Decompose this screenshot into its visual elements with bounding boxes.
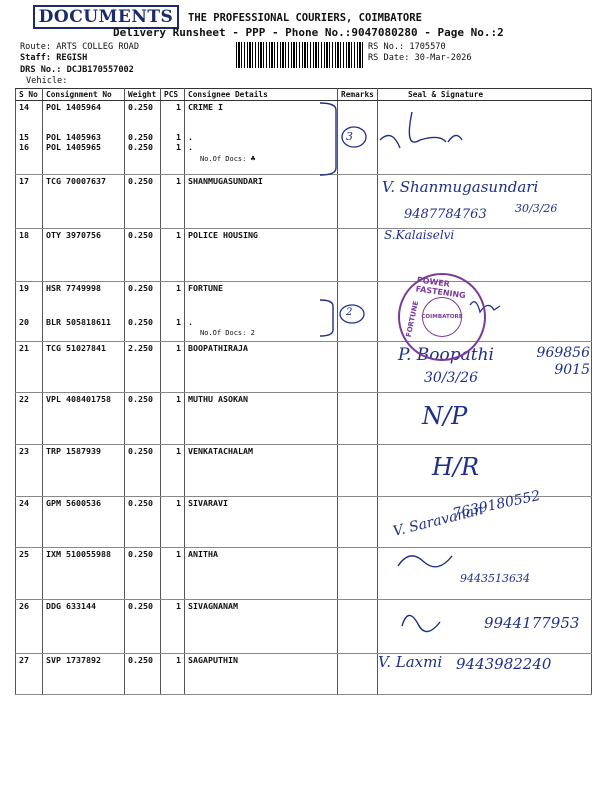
consignee: SHANMUGASUNDARI xyxy=(185,175,338,229)
table-row xyxy=(16,393,592,445)
consignee: FORTUNE xyxy=(188,283,223,293)
consignee: SAGAPUTHIN xyxy=(185,654,338,695)
col-weight: Weight xyxy=(125,89,161,101)
sno: 23 xyxy=(16,445,43,497)
weight: 0.250 xyxy=(125,445,161,497)
col-sno: S No xyxy=(16,89,43,101)
rs-date-line xyxy=(368,53,472,64)
table-header-row xyxy=(16,89,592,101)
seal-center-text: COIMBATORE xyxy=(421,314,463,320)
hand-sign-r18: S.Kalaiselvi xyxy=(384,228,455,242)
hand-sign-r24: V. Saravanan xyxy=(391,502,485,540)
docs-count-label: No.Of Docs: xyxy=(200,155,247,163)
route-value: ARTS COLLEG ROAD xyxy=(56,42,140,52)
company-seal xyxy=(398,273,486,361)
col-remarks: Remarks xyxy=(338,89,378,101)
table-row xyxy=(16,229,592,282)
consignee: BOOPATHIRAJA xyxy=(185,342,338,393)
sno: 27 xyxy=(16,654,43,695)
vehicle-line xyxy=(26,76,67,87)
consignment-no: DDG 633144 xyxy=(43,600,125,654)
rs-no-value: 1705570 xyxy=(409,42,446,52)
hand-phone-r27: 9443982240 xyxy=(456,655,552,673)
sno: 17 xyxy=(16,175,43,229)
pcs: 1 xyxy=(161,393,185,445)
consignee: SIVARAVI xyxy=(185,497,338,548)
weight: 0.250 xyxy=(128,142,153,152)
consignment-no: POL 1405964 xyxy=(46,102,101,112)
rs-date-label: RS Date: xyxy=(368,53,410,63)
weight: 0.250 xyxy=(128,317,153,327)
consignment-no: OTY 3970756 xyxy=(43,229,125,282)
weight: 0.250 xyxy=(125,175,161,229)
hand-phone-r24: 7639180552 xyxy=(451,487,542,523)
barcode xyxy=(236,42,364,68)
sno: 22 xyxy=(16,393,43,445)
col-consignment: Consignment No xyxy=(43,89,125,101)
sno: 20 xyxy=(19,317,29,327)
consignment-no: SVP 1737892 xyxy=(43,654,125,695)
staff-line xyxy=(20,53,87,64)
consignment-no: POL 1405965 xyxy=(46,142,101,152)
weight: 2.250 xyxy=(125,342,161,393)
pcs: 1 xyxy=(161,600,185,654)
staff-label: Staff: xyxy=(20,53,52,63)
consignee: . xyxy=(188,142,193,152)
hand-mark-hr: H/R xyxy=(432,453,480,481)
hand-date-r17: 30/3/26 xyxy=(515,202,558,215)
vehicle-label: Vehicle: xyxy=(26,76,68,86)
consignee: MUTHU ASOKAN xyxy=(185,393,338,445)
table-row xyxy=(16,101,592,175)
docs-count: No.Of Docs: 2 xyxy=(200,329,255,337)
consignment-no: GPM 5600536 xyxy=(43,497,125,548)
consignee: . xyxy=(188,132,193,142)
consignment-no: POL 1405963 xyxy=(46,132,101,142)
pcs: 1 xyxy=(176,102,181,112)
weight: 0.250 xyxy=(125,654,161,695)
weight: 0.250 xyxy=(125,393,161,445)
weight: 0.250 xyxy=(125,229,161,282)
hand-mark-np: N/P xyxy=(422,402,468,430)
consignment-no: TRP 1587939 xyxy=(43,445,125,497)
runsheet-subtitle: Delivery Runsheet - PPP - Phone No.:9047080280 - Page No.:2 xyxy=(113,26,504,39)
documents-stamp: DOCUMENTS xyxy=(33,5,179,29)
hand-sign-r21: P. Boopathi xyxy=(398,345,494,365)
drs-value: DCJB170557002 xyxy=(66,65,134,75)
sno: 24 xyxy=(16,497,43,548)
sno: 15 xyxy=(19,132,29,142)
hand-count-b: 2 xyxy=(346,307,353,318)
weight: 0.250 xyxy=(128,132,153,142)
col-consignee: Consignee Details xyxy=(185,89,338,101)
pcs: 1 xyxy=(161,497,185,548)
sno: 25 xyxy=(16,548,43,600)
pcs: 1 xyxy=(176,283,181,293)
table-row xyxy=(16,445,592,497)
weight: 0.250 xyxy=(125,600,161,654)
pcs: 1 xyxy=(176,142,181,152)
weight: 0.250 xyxy=(125,497,161,548)
weight: 0.250 xyxy=(128,283,153,293)
consignee: ANITHA xyxy=(185,548,338,600)
route-line xyxy=(20,42,139,53)
col-seal-signature: Seal & Signature xyxy=(378,89,592,101)
hand-sign-r27: V. Laxmi xyxy=(378,653,443,671)
sno: 19 xyxy=(19,283,29,293)
table-row xyxy=(16,282,592,342)
weight: 0.250 xyxy=(125,548,161,600)
consignment-no: HSR 7749998 xyxy=(46,283,101,293)
sno: 18 xyxy=(16,229,43,282)
pcs: 1 xyxy=(176,132,181,142)
consignee: POLICE HOUSING xyxy=(185,229,338,282)
consignment-no: IXM 510055988 xyxy=(43,548,125,600)
company-name: THE PROFESSIONAL COURIERS, COIMBATORE xyxy=(188,12,422,24)
pcs: 1 xyxy=(161,342,185,393)
seal-center xyxy=(422,297,462,337)
consignment-no: TCG 70007637 xyxy=(43,175,125,229)
pcs: 1 xyxy=(161,445,185,497)
pcs: 1 xyxy=(161,175,185,229)
consignment-no: VPL 408401758 xyxy=(43,393,125,445)
pcs: 1 xyxy=(161,654,185,695)
weight: 0.250 xyxy=(128,102,153,112)
sno: 26 xyxy=(16,600,43,654)
hand-phone-r17: 9487784763 xyxy=(404,207,487,222)
col-pcs: PCS xyxy=(161,89,185,101)
hand-phone-r26: 9944177953 xyxy=(484,614,580,632)
seal-arc-text: POWER FASTENING xyxy=(415,275,467,301)
staff-value: REGISH xyxy=(56,53,88,63)
consignment-no: BLR 505818611 xyxy=(46,317,111,327)
drs-line xyxy=(20,65,134,76)
hand-date-r21: 30/3/26 xyxy=(424,370,478,386)
rs-no-label: RS No.: xyxy=(368,42,405,52)
consignee: SIVAGNANAM xyxy=(185,600,338,654)
rs-no-line xyxy=(368,42,446,53)
consignee: VENKATACHALAM xyxy=(185,445,338,497)
sno: 21 xyxy=(16,342,43,393)
pcs: 1 xyxy=(161,548,185,600)
rs-date-value: 30-Mar-2026 xyxy=(414,53,472,63)
consignee: . xyxy=(188,317,193,327)
route-label: Route: xyxy=(20,42,52,52)
hand-phone-r21: 969856 9015 xyxy=(536,345,590,378)
hand-phone-r25: 9443513634 xyxy=(460,572,530,585)
sno: 16 xyxy=(19,142,29,152)
drs-label: DRS No.: xyxy=(20,65,62,75)
sno: 14 xyxy=(19,102,29,112)
hand-count-a: 3 xyxy=(346,130,353,143)
pcs: 1 xyxy=(176,317,181,327)
seal-left-text: FORTUNE xyxy=(404,300,421,338)
consignment-no: TCG 51027841 xyxy=(43,342,125,393)
docs-count: No.Of Docs: ♣ xyxy=(200,154,256,163)
consignee: CRIME I xyxy=(188,102,223,112)
pcs: 1 xyxy=(161,229,185,282)
hand-sign-r17: V. Shanmugasundari xyxy=(382,178,539,196)
